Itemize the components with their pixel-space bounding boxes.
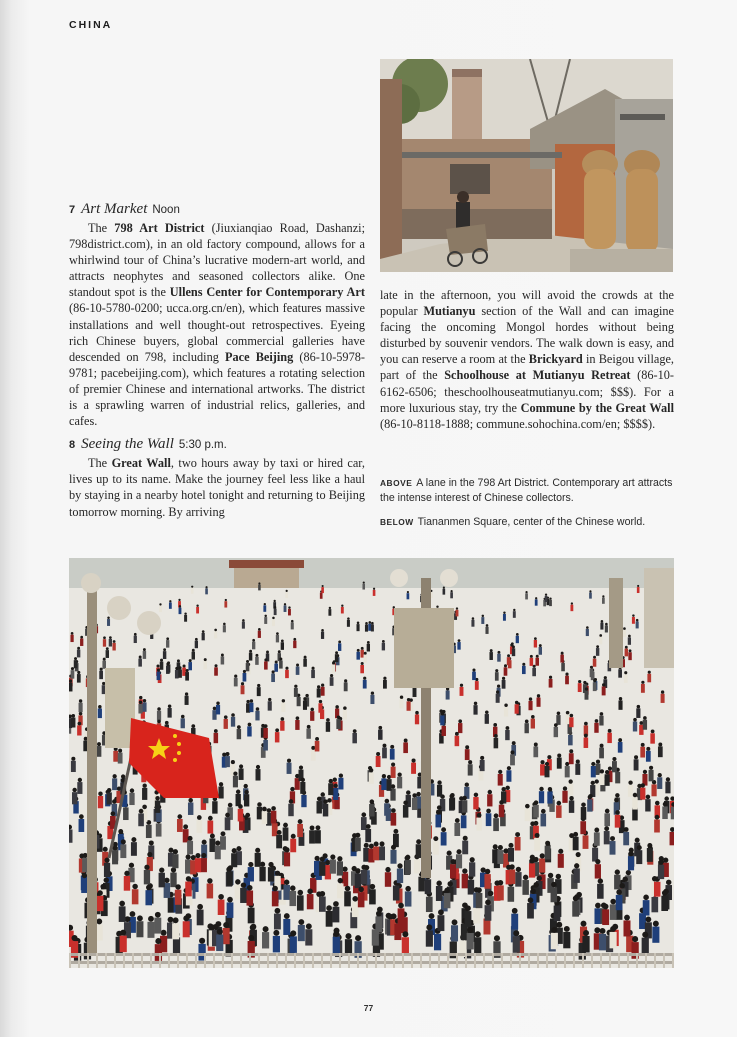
text-run: (86-10-6162-6506; theschoolhouseatmutianyu.com; $$$). For a more luxurious stay, try the: [380, 368, 675, 415]
text-run: section of the Wall and can imagine facing the oncoming Mongol hordes without being disturbed by souvenir vendors. The walk down is easy, and you can reserve a room at the: [380, 304, 674, 367]
venue-commune: Commune by the Great Wall: [520, 400, 674, 415]
great-wall-paragraph: [69, 455, 365, 519]
text-run: The: [88, 221, 115, 235]
text-run: (86-10-8118-1888; commune.sohochina.com/en; $$$$).: [380, 416, 656, 431]
tiananmen-illustration: [69, 558, 674, 968]
text-run: late in the afternoon, you will avoid the crowds at the popular: [380, 288, 674, 319]
text-run: (Jiuxianqiao Road, Dashanzi; 798district.com), in an old factory compound, allows for a whirlwind tour of China’s lucrative modern-art world, and attracts neophytes and seasoned collectors alike. One standout spot is the: [69, 221, 365, 300]
caption-above-text: A lane in the 798 Art District. Contemporary art attracts the intense interest of Chinese collectors.: [380, 477, 673, 504]
art-market-paragraph: [69, 220, 365, 429]
left-column: [69, 199, 365, 520]
text-run: (86-10-5780-0200; ucca.org.cn/en), which features massive installations and well thought-out retrospectives. Eyeing rich Chinese buyers, global commercial galleries have descended on 798, including: [69, 301, 365, 364]
venue-798-art-district: 798 Art District: [114, 221, 205, 235]
section-8-title: Seeing the Wall: [81, 436, 174, 453]
tiananmen-photo: [69, 558, 674, 968]
great-wall-continued-paragraph: [380, 287, 674, 432]
venue-schoolhouse: Schoolhouse at Mutianyu Retreat: [444, 368, 631, 383]
venue-ullens-center: Ullens Center for Contemporary Art: [169, 285, 365, 300]
caption-above-label: ABOVE: [380, 478, 413, 488]
section-7-number: 7: [69, 204, 76, 216]
text-run: (86-10-5978-9781; pacebeijing.com), which features a rotating selection of premier Chinese and international artworks. The district is a sprawling warren of industrial relics, galleries, and cafes.: [69, 349, 365, 429]
page-number: 77: [363, 1003, 374, 1013]
right-column: [380, 287, 674, 432]
text-run: , two hours away by taxi or hired car, lives up to its name. Make the journey feel less like a haul by staying in a nearby hotel tonight and returning to Beijing tomorrow morning. By arriving: [69, 456, 365, 519]
section-8-time: 5:30 p.m.: [178, 439, 227, 452]
venue-mutianyu: Mutianyu: [423, 304, 476, 319]
art-district-photo: [380, 59, 673, 272]
photo-captions: [380, 476, 674, 540]
caption-below-label: BELOW: [380, 517, 414, 527]
section-7-time: Noon: [152, 204, 180, 216]
venue-pace-beijing: Pace Beijing: [225, 349, 294, 364]
section-8-number: 8: [69, 439, 76, 452]
text-run: in Beigou village, part of the: [380, 352, 674, 383]
running-head: CHINA: [69, 19, 113, 31]
section-8-heading: [69, 434, 365, 455]
caption-above: [380, 476, 674, 505]
text-run: The: [88, 456, 112, 471]
caption-below-text: Tiananmen Square, center of the Chinese world.: [417, 516, 646, 528]
section-7-heading: [69, 199, 365, 220]
venue-brickyard: Brickyard: [528, 352, 583, 367]
caption-below: [380, 515, 674, 530]
venue-great-wall: Great Wall: [111, 456, 171, 471]
art-district-illustration: [380, 59, 673, 272]
section-7-title: Art Market: [81, 201, 148, 217]
